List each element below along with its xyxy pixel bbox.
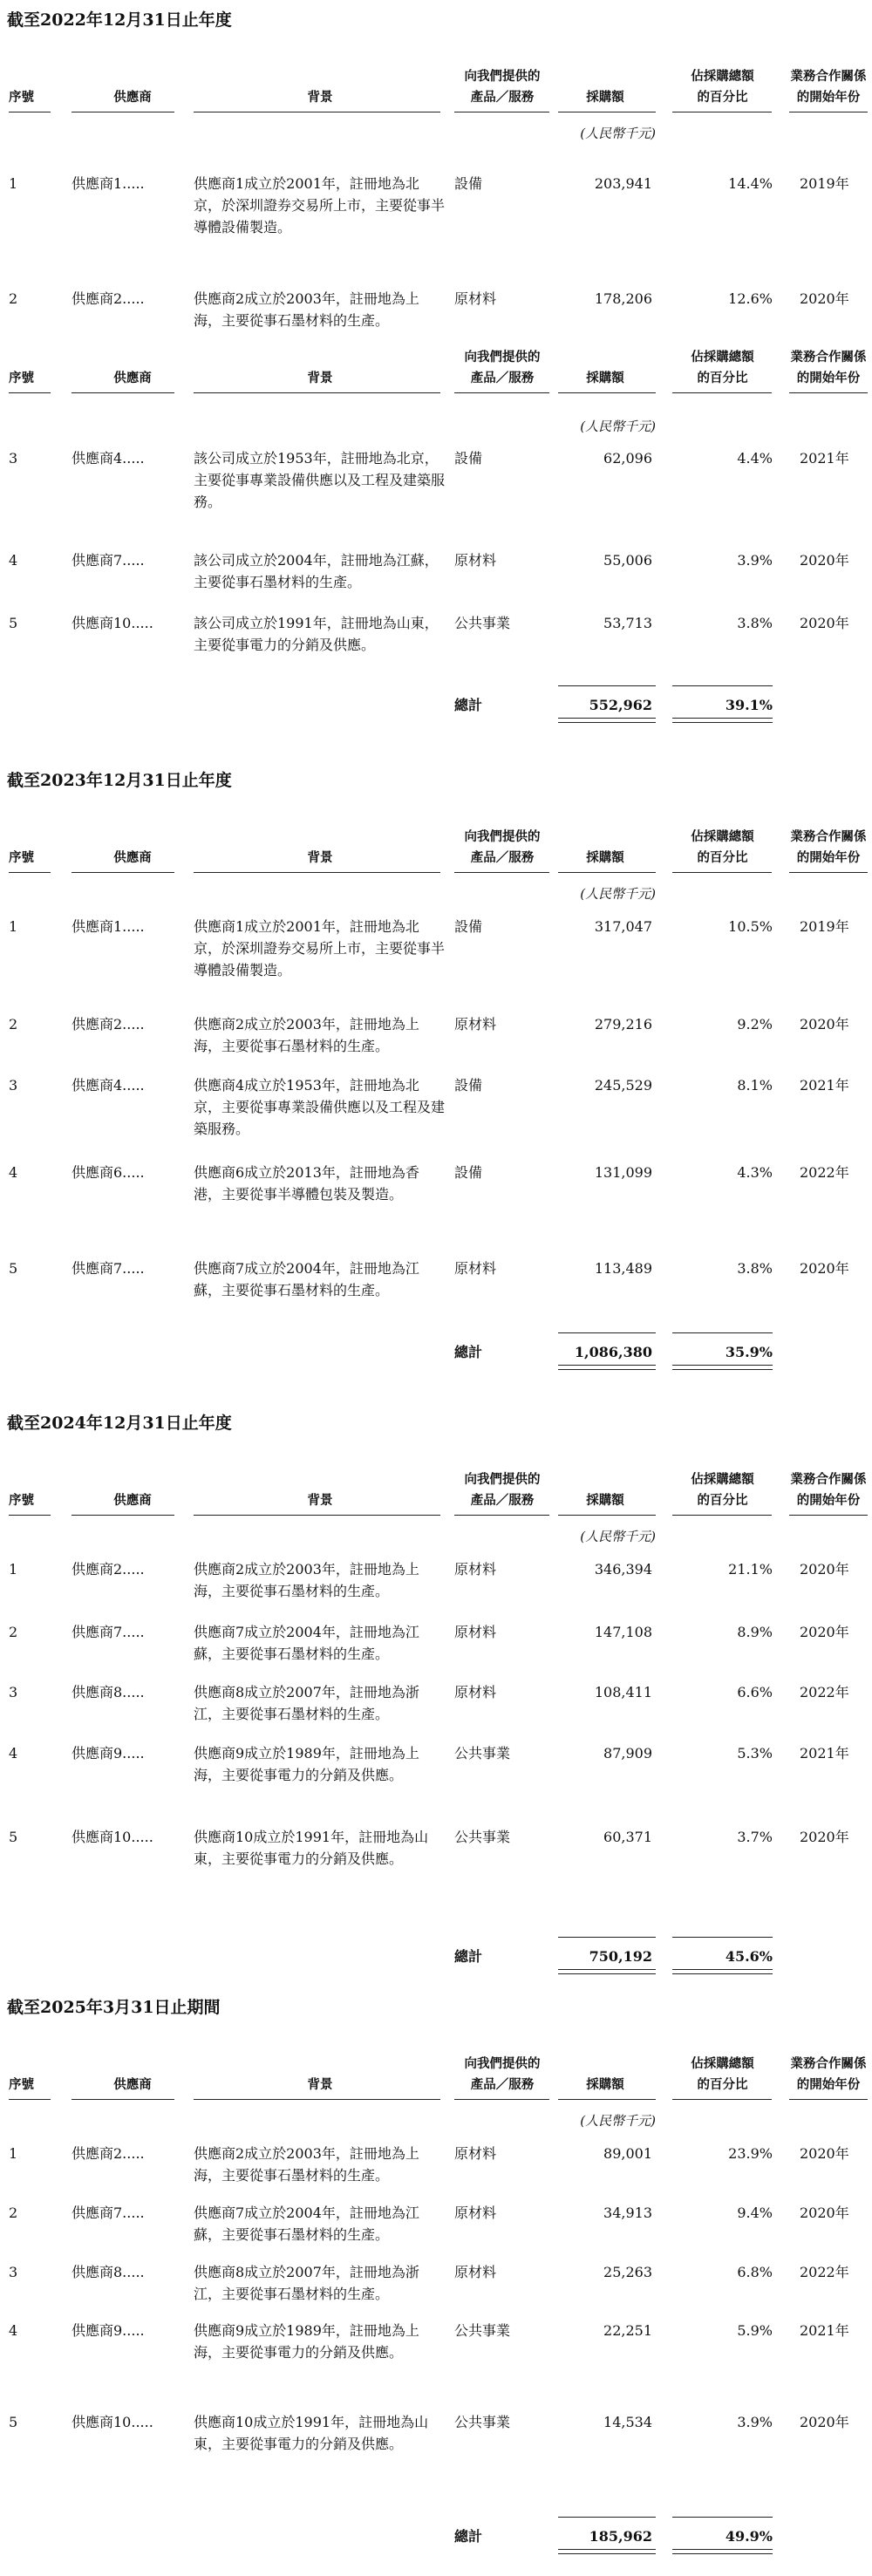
- total-double-underline: [558, 1969, 656, 1974]
- product-service: 公共事業: [454, 2414, 511, 2430]
- header-underline: [454, 392, 549, 393]
- total-double-underline: [558, 718, 656, 723]
- relationship-start-year: 2021年: [800, 1077, 849, 1094]
- column-header-pct: [672, 66, 773, 108]
- relationship-start-year: 2020年: [800, 1561, 849, 1578]
- supplier-background: 該公司成立於1953年，註冊地為北京，主要從事專業設備供應以及工程及建築服務。: [194, 450, 446, 510]
- column-header-supplier: 供應商: [113, 371, 152, 385]
- column-header-start: [789, 66, 868, 108]
- supplier-name: 供應商9.....: [72, 2322, 145, 2339]
- purchase-amount: 25,263: [603, 2264, 652, 2280]
- purchase-amount: 245,529: [594, 1077, 652, 1094]
- total-top-line: [558, 685, 656, 686]
- column-header-product-line2: 產品／服務: [470, 90, 535, 105]
- total-top-line: [672, 685, 773, 686]
- column-header-start-line1: 業務合作關係: [790, 69, 867, 84]
- header-underline: [194, 1515, 440, 1516]
- header-underline: [194, 872, 440, 873]
- supplier-background: 供應商10成立於1991年，註冊地為山東，主要從事電力的分銷及供應。: [194, 2414, 429, 2452]
- header-underline: [194, 392, 440, 393]
- purchase-percentage: 21.1%: [728, 1561, 773, 1578]
- row-number: 4: [9, 1745, 18, 1762]
- column-header-product-line2: 產品／服務: [470, 850, 535, 865]
- relationship-start-year: 2019年: [800, 175, 849, 192]
- column-header-background: 背景: [307, 371, 333, 385]
- relationship-start-year: 2022年: [800, 1164, 849, 1181]
- header-underline: [72, 392, 174, 393]
- product-service: 原材料: [454, 2145, 497, 2162]
- product-service: 原材料: [454, 2264, 497, 2280]
- purchase-amount: 87,909: [603, 1745, 652, 1762]
- column-header-pct: [672, 1469, 773, 1511]
- row-number: 3: [9, 2264, 18, 2280]
- purchase-amount: 62,096: [603, 450, 652, 467]
- relationship-start-year: 2020年: [800, 2205, 849, 2221]
- column-header-start-line2: 的開始年份: [796, 90, 861, 105]
- purchase-percentage: 10.5%: [728, 918, 773, 935]
- supplier-name: 供應商10.....: [72, 1829, 153, 1845]
- total-top-line: [672, 1332, 773, 1333]
- header-underline: [72, 1515, 174, 1516]
- supplier-name: 供應商8.....: [72, 1684, 145, 1700]
- column-header-pct-line2: 的百分比: [697, 850, 748, 865]
- column-header-start: [789, 347, 868, 389]
- supplier-name: 供應商7.....: [72, 1260, 145, 1277]
- total-percentage: 45.6%: [725, 1948, 773, 1965]
- product-service: 原材料: [454, 552, 497, 569]
- header-underline: [672, 872, 772, 873]
- table-section: [0, 1994, 872, 2560]
- product-service: 原材料: [454, 2205, 497, 2221]
- column-header-product-line2: 產品／服務: [470, 1493, 535, 1508]
- row-number: 4: [9, 2322, 18, 2339]
- purchase-percentage: 8.1%: [737, 1077, 773, 1094]
- relationship-start-year: 2020年: [800, 1016, 849, 1032]
- column-header-start: [789, 1469, 868, 1511]
- relationship-start-year: 2020年: [800, 1829, 849, 1845]
- column-header-start: [789, 2054, 868, 2096]
- column-header-seq: 序號: [9, 2077, 34, 2092]
- row-number: 2: [9, 1016, 18, 1032]
- header-underline: [9, 1515, 51, 1516]
- supplier-background: 供應商2成立於2003年，註冊地為上海，主要從事石墨材料的生產。: [194, 290, 419, 329]
- purchase-amount: 55,006: [603, 552, 652, 569]
- product-service: 公共事業: [454, 1829, 511, 1845]
- product-service: 公共事業: [454, 2322, 511, 2339]
- product-service: 原材料: [454, 1561, 497, 1578]
- header-underline: [672, 392, 772, 393]
- row-number: 2: [9, 290, 18, 307]
- column-header-amount: 採購額: [586, 1493, 624, 1508]
- purchase-amount: 147,108: [594, 1624, 652, 1640]
- purchase-amount: 131,099: [594, 1164, 652, 1181]
- relationship-start-year: 2020年: [800, 2145, 849, 2162]
- column-header-supplier: 供應商: [113, 850, 152, 865]
- total-label: 總計: [454, 2528, 483, 2545]
- relationship-start-year: 2020年: [800, 1260, 849, 1277]
- purchase-amount: 203,941: [594, 175, 652, 192]
- supplier-background: 該公司成立於1991年，註冊地為山東，主要從事電力的分銷及供應。: [194, 615, 439, 653]
- column-header-pct-line2: 的百分比: [697, 371, 748, 385]
- total-double-underline: [672, 718, 773, 723]
- supplier-background: 供應商9成立於1989年，註冊地為上海，主要從事電力的分銷及供應。: [194, 2322, 419, 2361]
- column-header-product: [454, 827, 550, 869]
- relationship-start-year: 2022年: [800, 1684, 849, 1700]
- header-underline: [9, 2099, 51, 2100]
- column-header-product: [454, 1469, 550, 1511]
- supplier-name: 供應商2.....: [72, 1016, 145, 1032]
- relationship-start-year: 2021年: [800, 1745, 849, 1762]
- row-number: 3: [9, 450, 18, 467]
- supplier-background: 供應商1成立於2001年，註冊地為北京，於深圳證券交易所上市，主要從事半導體設備製造。: [194, 918, 446, 978]
- unit-label: (人民幣千元): [580, 886, 656, 902]
- purchase-percentage: 5.3%: [737, 1745, 773, 1762]
- column-header-supplier: 供應商: [113, 1493, 152, 1508]
- column-header-pct-line2: 的百分比: [697, 1493, 748, 1508]
- supplier-name: 供應商7.....: [72, 1624, 145, 1640]
- supplier-name: 供應商1.....: [72, 918, 145, 935]
- header-underline: [558, 2099, 656, 2100]
- total-top-line: [672, 1937, 773, 1938]
- supplier-background: 供應商6成立於2013年，註冊地為香港，主要從事半導體包裝及製造。: [194, 1164, 419, 1203]
- column-header-background: 背景: [307, 90, 333, 105]
- relationship-start-year: 2021年: [800, 2322, 849, 2339]
- total-amount: 750,192: [589, 1948, 652, 1965]
- supplier-name: 供應商10.....: [72, 2414, 153, 2430]
- product-service: 原材料: [454, 1260, 497, 1277]
- row-number: 5: [9, 2414, 18, 2430]
- column-header-pct: [672, 827, 773, 869]
- column-header-pct: [672, 2054, 773, 2096]
- supplier-name: 供應商4.....: [72, 1077, 145, 1094]
- section-title: 截至2024年12月31日止年度: [7, 1414, 232, 1433]
- section-title: 截至2025年3月31日止期間: [7, 1998, 221, 2017]
- relationship-start-year: 2020年: [800, 615, 849, 631]
- purchase-percentage: 12.6%: [728, 290, 773, 307]
- header-underline: [672, 1515, 772, 1516]
- purchase-percentage: 3.9%: [737, 2414, 773, 2430]
- column-header-product-line1: 向我們提供的: [464, 1472, 541, 1487]
- purchase-amount: 89,001: [603, 2145, 652, 2162]
- column-header-pct-line2: 的百分比: [697, 90, 748, 105]
- supplier-background: 供應商7成立於2004年，註冊地為江蘇，主要從事石墨材料的生產。: [194, 1624, 419, 1662]
- supplier-name: 供應商7.....: [72, 552, 145, 569]
- product-service: 公共事業: [454, 1745, 511, 1762]
- total-amount: 1,086,380: [574, 1344, 652, 1360]
- column-header-start-line1: 業務合作關係: [790, 829, 867, 844]
- column-header-pct: [672, 347, 773, 389]
- column-header-amount: 採購額: [586, 371, 624, 385]
- header-underline: [789, 392, 868, 393]
- supplier-background: 供應商2成立於2003年，註冊地為上海，主要從事石墨材料的生產。: [194, 2145, 419, 2184]
- purchase-percentage: 3.9%: [737, 552, 773, 569]
- purchase-percentage: 3.8%: [737, 1260, 773, 1277]
- supplier-name: 供應商2.....: [72, 290, 145, 307]
- row-number: 1: [9, 918, 18, 935]
- supplier-name: 供應商9.....: [72, 1745, 145, 1762]
- unit-label: (人民幣千元): [580, 1529, 656, 1544]
- header-underline: [558, 872, 656, 873]
- total-percentage: 35.9%: [725, 1344, 773, 1360]
- header-underline: [454, 872, 549, 873]
- relationship-start-year: 2020年: [800, 2414, 849, 2430]
- column-header-start-line1: 業務合作關係: [790, 350, 867, 365]
- column-header-seq: 序號: [9, 850, 34, 865]
- column-header-pct-line1: 佔採購總額: [691, 829, 754, 844]
- row-number: 5: [9, 1829, 18, 1845]
- supplier-name: 供應商10.....: [72, 615, 153, 631]
- unit-label: (人民幣千元): [580, 419, 656, 434]
- purchase-percentage: 3.7%: [737, 1829, 773, 1845]
- column-header-product: [454, 66, 550, 108]
- row-number: 4: [9, 1164, 18, 1181]
- header-underline: [454, 2099, 549, 2100]
- column-header-start: [789, 827, 868, 869]
- product-service: 設備: [454, 918, 483, 935]
- total-top-line: [558, 2517, 656, 2518]
- total-amount: 552,962: [589, 697, 652, 713]
- header-underline: [9, 872, 51, 873]
- column-header-seq: 序號: [9, 1493, 34, 1508]
- purchase-amount: 279,216: [594, 1016, 652, 1032]
- purchase-percentage: 3.8%: [737, 615, 773, 631]
- product-service: 原材料: [454, 290, 497, 307]
- column-header-seq: 序號: [9, 90, 34, 105]
- header-underline: [194, 2099, 440, 2100]
- column-header-background: 背景: [307, 850, 333, 865]
- purchase-amount: 113,489: [594, 1260, 652, 1277]
- purchase-percentage: 6.8%: [737, 2264, 773, 2280]
- purchase-amount: 34,913: [603, 2205, 652, 2221]
- row-number: 5: [9, 615, 18, 631]
- header-underline: [789, 872, 868, 873]
- column-header-start-line2: 的開始年份: [796, 371, 861, 385]
- column-header-product-line2: 產品／服務: [470, 371, 535, 385]
- purchase-percentage: 4.4%: [737, 450, 773, 467]
- unit-label: (人民幣千元): [580, 2113, 656, 2129]
- purchase-percentage: 8.9%: [737, 1624, 773, 1640]
- row-number: 2: [9, 2205, 18, 2221]
- product-service: 公共事業: [454, 615, 511, 631]
- product-service: 設備: [454, 450, 483, 467]
- column-header-product-line1: 向我們提供的: [464, 2056, 541, 2071]
- header-underline: [72, 872, 174, 873]
- supplier-name: 供應商2.....: [72, 2145, 145, 2162]
- column-header-amount: 採購額: [586, 2077, 624, 2092]
- column-header-supplier: 供應商: [113, 2077, 152, 2092]
- supplier-background: 供應商2成立於2003年，註冊地為上海，主要從事石墨材料的生產。: [194, 1561, 419, 1599]
- header-underline: [789, 1515, 868, 1516]
- product-service: 原材料: [454, 1624, 497, 1640]
- product-service: 設備: [454, 1164, 483, 1181]
- total-double-underline: [672, 2549, 773, 2554]
- table-section: [0, 767, 872, 1376]
- supplier-background: 供應商2成立於2003年，註冊地為上海，主要從事石墨材料的生產。: [194, 1016, 419, 1054]
- row-number: 1: [9, 1561, 18, 1578]
- column-header-product: [454, 2054, 550, 2096]
- purchase-amount: 14,534: [603, 2414, 652, 2430]
- supplier-background: 供應商8成立於2007年，註冊地為浙江，主要從事石墨材料的生產。: [194, 1684, 419, 1722]
- supplier-background: 供應商7成立於2004年，註冊地為江蘇，主要從事石墨材料的生產。: [194, 2205, 419, 2243]
- total-double-underline: [558, 1365, 656, 1370]
- supplier-name: 供應商4.....: [72, 450, 145, 467]
- purchase-percentage: 6.6%: [737, 1684, 773, 1700]
- total-percentage: 39.1%: [725, 697, 773, 713]
- header-underline: [558, 1515, 656, 1516]
- relationship-start-year: 2021年: [800, 450, 849, 467]
- column-header-amount: 採購額: [586, 90, 624, 105]
- purchase-amount: 22,251: [603, 2322, 652, 2339]
- purchase-amount: 108,411: [594, 1684, 652, 1700]
- total-double-underline: [672, 1969, 773, 1974]
- table-section: [0, 7, 872, 729]
- column-header-pct-line1: 佔採購總額: [691, 2056, 754, 2071]
- purchase-amount: 60,371: [603, 1829, 652, 1845]
- column-header-supplier: 供應商: [113, 90, 152, 105]
- supplier-background: 供應商9成立於1989年，註冊地為上海，主要從事電力的分銷及供應。: [194, 1745, 419, 1783]
- unit-label: (人民幣千元): [580, 126, 656, 141]
- supplier-name: 供應商6.....: [72, 1164, 145, 1181]
- supplier-background: 供應商4成立於1953年，註冊地為北京，主要從事專業設備供應以及工程及建築服務。: [194, 1077, 446, 1137]
- product-service: 設備: [454, 1077, 483, 1094]
- row-number: 2: [9, 1624, 18, 1640]
- column-header-start-line2: 的開始年份: [796, 2077, 861, 2092]
- row-number: 1: [9, 175, 18, 192]
- header-underline: [558, 392, 656, 393]
- purchase-percentage: 9.4%: [737, 2205, 773, 2221]
- relationship-start-year: 2019年: [800, 918, 849, 935]
- column-header-pct-line1: 佔採購總額: [691, 69, 754, 84]
- column-header-amount: 採購額: [586, 850, 624, 865]
- column-header-product: [454, 347, 550, 389]
- supplier-background: 供應商8成立於2007年，註冊地為浙江，主要從事石墨材料的生產。: [194, 2264, 419, 2302]
- row-number: 5: [9, 1260, 18, 1277]
- total-top-line: [672, 2517, 773, 2518]
- supplier-background: 供應商1成立於2001年，註冊地為北京，於深圳證券交易所上市，主要從事半導體設備製造。: [194, 175, 446, 235]
- total-top-line: [558, 1332, 656, 1333]
- row-number: 1: [9, 2145, 18, 2162]
- supplier-name: 供應商2.....: [72, 1561, 145, 1578]
- product-service: 原材料: [454, 1684, 497, 1700]
- column-header-product-line1: 向我們提供的: [464, 829, 541, 844]
- header-underline: [789, 2099, 868, 2100]
- column-header-start-line2: 的開始年份: [796, 850, 861, 865]
- purchase-amount: 317,047: [594, 918, 652, 935]
- relationship-start-year: 2020年: [800, 552, 849, 569]
- supplier-name: 供應商8.....: [72, 2264, 145, 2280]
- supplier-background: 供應商7成立於2004年，註冊地為江蘇，主要從事石墨材料的生產。: [194, 1260, 419, 1298]
- column-header-start-line2: 的開始年份: [796, 1493, 861, 1508]
- column-header-product-line1: 向我們提供的: [464, 350, 541, 365]
- total-amount: 185,962: [589, 2528, 652, 2545]
- purchase-percentage: 4.3%: [737, 1164, 773, 1181]
- header-underline: [9, 392, 51, 393]
- row-number: 3: [9, 1684, 18, 1700]
- column-header-pct-line2: 的百分比: [697, 2077, 748, 2092]
- relationship-start-year: 2022年: [800, 2264, 849, 2280]
- purchase-amount: 178,206: [594, 290, 652, 307]
- supplier-name: 供應商7.....: [72, 2205, 145, 2221]
- header-underline: [672, 2099, 772, 2100]
- header-underline: [72, 2099, 174, 2100]
- column-header-start-line1: 業務合作關係: [790, 2056, 867, 2071]
- column-header-background: 背景: [307, 1493, 333, 1508]
- table-section: [0, 1410, 872, 1980]
- column-header-pct-line1: 佔採購總額: [691, 1472, 754, 1487]
- purchase-amount: 346,394: [594, 1561, 652, 1578]
- total-label: 總計: [454, 1948, 483, 1965]
- purchase-percentage: 5.9%: [737, 2322, 773, 2339]
- total-label: 總計: [454, 697, 483, 713]
- supplier-name: 供應商1.....: [72, 175, 145, 192]
- total-double-underline: [672, 1365, 773, 1370]
- purchase-amount: 53,713: [603, 615, 652, 631]
- relationship-start-year: 2020年: [800, 1624, 849, 1640]
- total-top-line: [558, 1937, 656, 1938]
- purchase-percentage: 9.2%: [737, 1016, 773, 1032]
- relationship-start-year: 2020年: [800, 290, 849, 307]
- purchase-percentage: 14.4%: [728, 175, 773, 192]
- total-label: 總計: [454, 1344, 483, 1360]
- purchase-percentage: 23.9%: [728, 2145, 773, 2162]
- column-header-start-line1: 業務合作關係: [790, 1472, 867, 1487]
- supplier-background: 該公司成立於2004年，註冊地為江蘇，主要從事石墨材料的生產。: [194, 552, 439, 590]
- row-number: 4: [9, 552, 18, 569]
- row-number: 3: [9, 1077, 18, 1094]
- section-title: 截至2023年12月31日止年度: [7, 771, 232, 790]
- header-underline: [454, 1515, 549, 1516]
- column-header-background: 背景: [307, 2077, 333, 2092]
- supplier-background: 供應商10成立於1991年，註冊地為山東，主要從事電力的分銷及供應。: [194, 1829, 429, 1867]
- column-header-product-line2: 產品／服務: [470, 2077, 535, 2092]
- total-percentage: 49.9%: [725, 2528, 773, 2545]
- column-header-product-line1: 向我們提供的: [464, 69, 541, 84]
- column-header-pct-line1: 佔採購總額: [691, 350, 754, 365]
- column-header-seq: 序號: [9, 371, 34, 385]
- product-service: 設備: [454, 175, 483, 192]
- product-service: 原材料: [454, 1016, 497, 1032]
- section-title: 截至2022年12月31日止年度: [7, 10, 232, 30]
- total-double-underline: [558, 2549, 656, 2554]
